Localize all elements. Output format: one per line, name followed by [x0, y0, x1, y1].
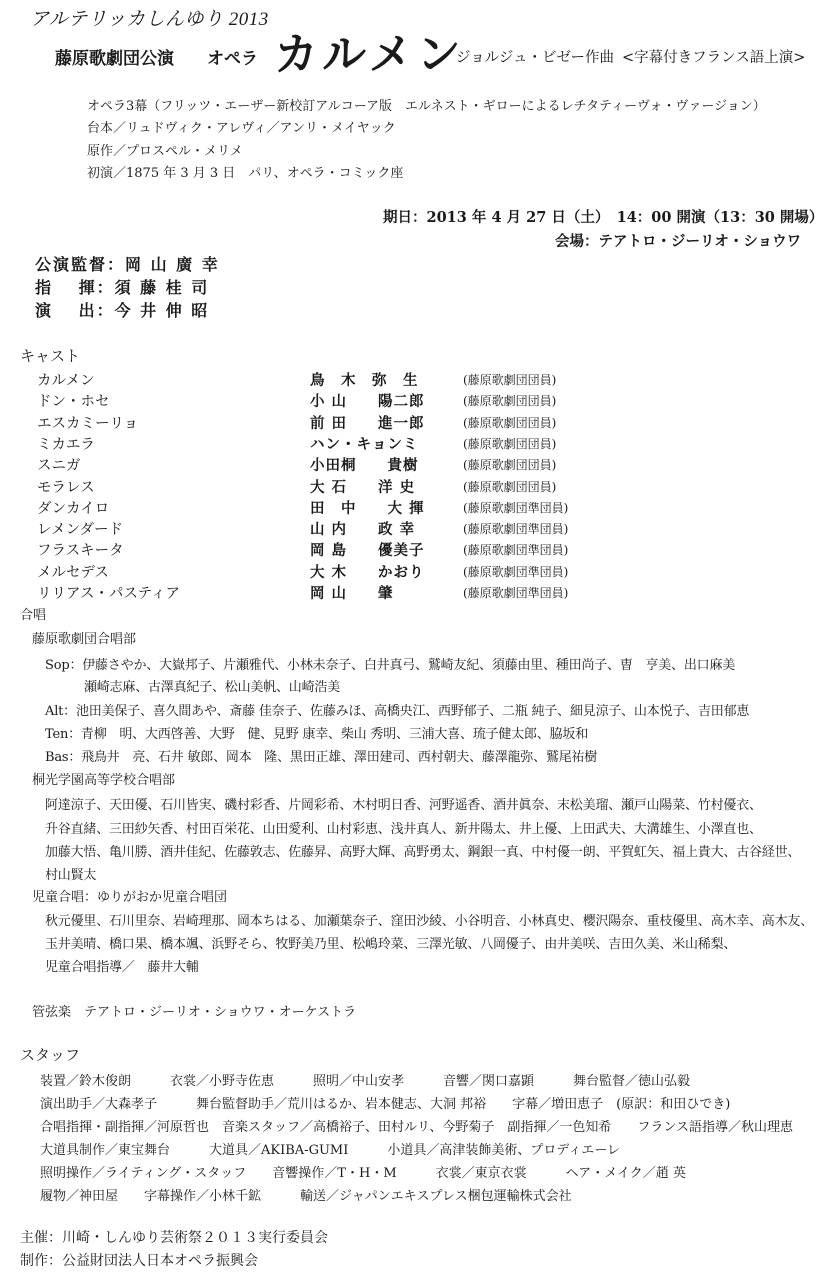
toko-line-4: 村山賢太: [45, 868, 97, 883]
cast-role: ミカエラ: [37, 436, 95, 453]
cast-singer: 山 内 政 幸: [310, 521, 416, 539]
conductor: 指 揮：須 藤 桂 司: [35, 278, 210, 297]
cast-affiliation: (藤原歌劇団準団員): [463, 543, 569, 558]
cast-row: [0, 497, 838, 518]
cast-row: [0, 390, 838, 411]
libretto: 台本／リュドヴィク・アレヴィ／アンリ・メイヤック: [87, 121, 396, 136]
cast-singer: 小田桐 貴樹: [310, 457, 419, 475]
cast-row: [0, 433, 838, 454]
producer: 制作：公益財団法人日本オペラ振興会: [20, 1253, 258, 1269]
children-line-1: 秋元優里、石川里奈、岩崎理那、岡本ちはる、加瀬葉奈子、窪田沙綾、小谷明音、小林真史、櫻沢陽奈、重枝優里、高木幸、高木友、: [45, 914, 814, 929]
cast-affiliation: (藤原歌劇団団員): [463, 373, 557, 387]
cast-row: [0, 561, 838, 582]
toko-chorus-heading: 桐光学園高等学校合唱部: [32, 773, 176, 788]
cast-row: [0, 582, 838, 603]
presenter: 藤原歌劇団公演: [55, 49, 174, 69]
cast-row: [0, 369, 838, 390]
staff-line-4: 大道具制作／東宝舞台 大道具／AKIBA-GUMI 小道具／高津装飾美術、プロディエーレ: [40, 1143, 621, 1158]
venue: 会場：テアトロ・ジーリオ・ショウワ: [555, 233, 802, 250]
subtitle-note: <字幕付きフランス語上演>: [622, 50, 806, 66]
cast-affiliation: (藤原歌劇団準団員): [463, 500, 569, 515]
cast-role: スニガ: [37, 458, 81, 475]
opera-title: カルメン: [274, 29, 465, 80]
cast-singer: 岡 島 優美子: [310, 542, 425, 560]
cast-role: レメンダード: [37, 522, 123, 539]
cast-singer: 田 中 大 揮: [310, 499, 425, 517]
staff-line-5: 照明操作／ライティング・スタッフ 音響操作／T・H・M 衣裳／東京衣裳 ヘア・メイク／趙 英: [40, 1166, 686, 1181]
cast-singer: ハン・キョンミ: [310, 435, 419, 453]
children-line-3: 児童合唱指導／ 藤井大輔: [45, 960, 199, 975]
staff-line-6: 履物／神田屋 字幕操作／小林千鉱 輸送／ジャパンエキスプレス梱包運輸株式会社: [40, 1189, 572, 1204]
fujiwara-chorus-heading: 藤原歌劇団合唱部: [32, 632, 137, 647]
cast-role: フラスキータ: [37, 543, 124, 560]
cast-role: カルメン: [37, 373, 95, 389]
cast-affiliation: (藤原歌劇団準団員): [463, 564, 569, 579]
staff-line-2: 演出助手／大森孝子 舞台監督助手／荒川はるか、岩本健志、大洞 邦裕 字幕／増田恵子 (原訳：和田ひでき): [40, 1097, 731, 1112]
cast-singer: 大 木 かおり: [310, 563, 425, 581]
cast-singer: 鳥 木 弥 生: [310, 372, 419, 389]
cast-affiliation: (藤原歌劇団準団員): [463, 586, 569, 600]
cast-affiliation: (藤原歌劇団団員): [463, 458, 557, 473]
performance-date: 期日：2013 年 4 月 27 日（土） 14：00 開演（13：30 開場）: [383, 209, 824, 226]
host-organizer: 主催：川崎・しんゆり芸術祭２０１３実行委員会: [20, 1230, 328, 1246]
cast-affiliation: (藤原歌劇団準団員): [463, 522, 569, 537]
cast-role: リリアス・パスティア: [37, 586, 180, 602]
director: 演 出：今 井 伸 昭: [35, 301, 210, 320]
cast-singer: 前 田 進一郎: [310, 414, 425, 432]
composer: ジョルジュ・ビゼー作曲: [456, 50, 614, 66]
cast-affiliation: (藤原歌劇団団員): [463, 394, 557, 409]
orchestra: 管弦楽 テアトロ・ジーリオ・ショウワ・オーケストラ: [32, 1005, 357, 1020]
festival-title: アルテリッカしんゆり 2013: [30, 9, 269, 30]
toko-line-2: 升谷直緒、三田紗矢香、村田百栄花、山田愛利、山村彩恵、浅井真人、新井陽太、井上優、上田武夫、大溝雄生、小澤直也、: [45, 822, 762, 837]
bass-line: Bas：飛鳥井 亮、石井 敏郎、岡本 隆、黒田正雄、澤田建司、西村朝夫、藤澤龍弥、鷲尾祐樹: [45, 750, 598, 765]
cast-affiliation: (藤原歌劇団団員): [463, 479, 557, 494]
staff-line-1: 装置／鈴木俊朗 衣裳／小野寺佐恵 照明／中山安孝 音響／関口嘉顕 舞台監督／徳山弘毅: [40, 1074, 691, 1089]
tenor-line: Ten：青柳 明、大西啓善、大野 健、見野 康幸、柴山 秀明、三浦大喜、琉子健太郎、脇坂和: [45, 727, 588, 742]
soprano-line-1: Sop：伊藤さやか、大嶽邦子、片瀬雅代、小林未奈子、白井真弓、鷲崎友紀、須藤由里、種田尚子、曺 亨美、出口麻美: [45, 658, 736, 673]
cast-role: メルセデス: [37, 564, 109, 581]
toko-line-3: 加藤大悟、亀川勝、酒井佳紀、佐藤敦志、佐藤昇、高野大輝、高野勇太、鋼銀一真、中村優一朗、平賀虹矢、福上貴大、古谷経世、: [45, 845, 801, 860]
cast-affiliation: (藤原歌劇団団員): [463, 415, 557, 430]
cast-role: エスカミーリョ: [37, 415, 139, 432]
cast-singer: 小 山 陽二郎: [310, 393, 425, 411]
cast-row: [0, 476, 838, 497]
toko-line-1: 阿達涼子、天田優、石川皆実、磯村彩香、片岡彩希、木村明日香、河野遥香、酒井眞奈、末松美瑠、瀬戸山陽菜、竹村優衣、: [45, 798, 762, 813]
cast-row: [0, 412, 838, 433]
cast-row: [0, 454, 838, 475]
cast-row: [0, 539, 838, 560]
cast-heading: キャスト: [20, 347, 81, 365]
cast-affiliation: (藤原歌劇団団員): [463, 436, 557, 451]
soprano-line-2: 瀬崎志麻、古澤真紀子、松山美帆、山崎浩美: [84, 680, 341, 695]
cast-role: ダンカイロ: [37, 500, 110, 517]
staff-line-3: 合唱指揮・副指揮／河原哲也 音楽スタッフ／高橋裕子、田村ルリ、今野菊子 副指揮／一色知希 フランス語指導／秋山理恵: [40, 1120, 793, 1135]
cast-singer: 岡 山 肇: [310, 585, 394, 602]
staff-heading: スタッフ: [20, 1046, 81, 1064]
genre-label: オペラ: [207, 49, 258, 69]
children-line-2: 玉井美晴、橋口果、橋本颯、浜野そら、牧野美乃里、松嶋玲菜、三澤光敏、八岡優子、由井美咲、吉田久美、米山稀梨、: [45, 937, 737, 952]
cast-role: ドン・ホセ: [37, 394, 110, 411]
acts-version: オペラ3幕（フリッツ・エーザー新校訂アルコーア版 エルネスト・ギローによるレチタティーヴォ・ヴァージョン）: [87, 99, 766, 114]
chorus-heading: 合唱: [20, 608, 47, 623]
alto-line: Alt：池田美保子、喜久間あや、斎藤 佳奈子、佐藤みほ、高橋央江、西野郁子、二瓶 純子、細見涼子、山本悦子、吉田郁恵: [45, 704, 750, 719]
cast-role: モラレス: [37, 479, 95, 496]
supervisor: 公演監督：岡 山 廣 幸: [35, 255, 220, 274]
cast-singer: 大 石 洋 史: [310, 478, 416, 496]
children-chorus-heading: 児童合唱：ゆりがおか児童合唱団: [32, 890, 228, 905]
cast-row: [0, 518, 838, 539]
original-work: 原作／プロスペル・メリメ: [87, 144, 243, 159]
premiere: 初演／1875 年 3 月 3 日 パリ、オペラ・コミック座: [87, 166, 404, 181]
